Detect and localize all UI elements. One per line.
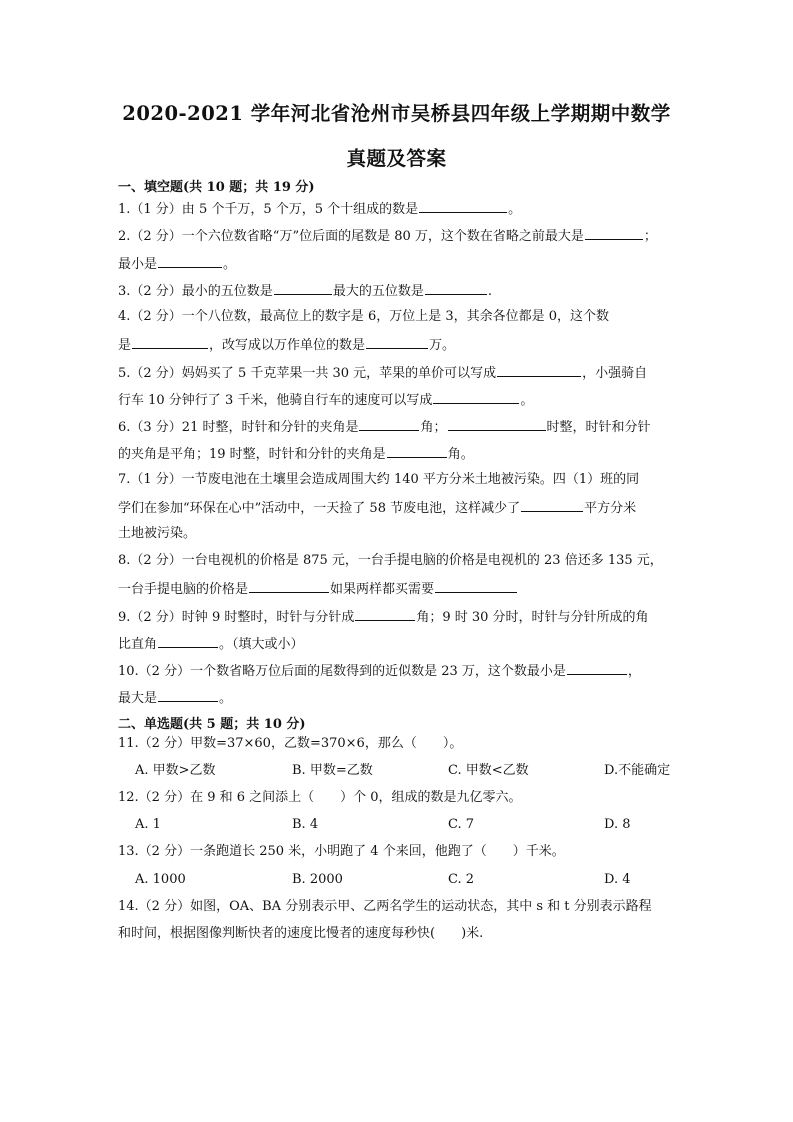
question-4 — [118, 309, 609, 324]
question-text: 角。 — [447, 447, 474, 462]
question-text: 比直角 — [118, 637, 158, 652]
answer-blank[interactable] — [425, 282, 487, 295]
question-text: . — [487, 284, 492, 299]
question-text: 时整，时针和分针 — [546, 420, 651, 435]
question-8-cont — [118, 580, 518, 597]
answer-blank[interactable] — [158, 255, 222, 268]
option-b[interactable]: B. 4 — [292, 817, 319, 832]
question-text: 8.（2 分）一台电视机的价格是 875 元，一台手提电脑的价格是电视机的 23 倍还多 135 元， — [118, 553, 663, 568]
question-text: 最大的五位数是 — [332, 284, 424, 299]
question-text: 角；9 时 30 分时，时针与分针所成的角 — [416, 610, 649, 625]
question-7 — [118, 472, 639, 487]
option-d[interactable]: D. 4 — [604, 872, 631, 887]
question-12: 12.（2 分）在 9 和 6 之间添上（ ）个 0，组成的数是九亿零六。 — [118, 790, 522, 805]
question-text: 。（填大或小） — [219, 637, 304, 652]
question-text: 一台手提电脑的价格是 — [118, 582, 249, 597]
question-text: 土地被污染。 — [118, 526, 197, 541]
question-text: 。 — [520, 393, 534, 408]
question-9-cont — [118, 635, 304, 652]
section-heading-single-choice: 二、单选题(共 5 题；共 10 分) — [118, 717, 306, 732]
question-text: 1.（1 分）由 5 个千万，5 个万，5 个十组成的数是 — [118, 202, 419, 217]
question-text: 是 — [118, 338, 132, 353]
question-text: 4.（2 分）一个八位数，最高位上的数字是 6，万位上是 3，其余各位都是 0，这个数 — [118, 309, 610, 324]
question-13: 13.（2 分）一条跑道长 250 米，小明跑了 4 个来回，他跑了（ ）千米。 — [118, 844, 565, 859]
question-4-cont — [118, 336, 455, 353]
question-7-cont2 — [118, 526, 196, 541]
option-c[interactable]: C. 甲数<乙数 — [448, 763, 529, 778]
answer-blank[interactable] — [387, 445, 447, 458]
answer-blank[interactable] — [585, 227, 643, 240]
question-14: 14.（2 分）如图，OA、BA 分别表示甲、乙两名学生的运动状态，其中 s 和 t 分别表示路程 — [118, 899, 652, 914]
question-7-cont — [118, 499, 636, 516]
question-text: 。 — [223, 257, 237, 272]
answer-blank[interactable] — [158, 635, 218, 648]
question-text: 5.（2 分）妈妈买了 5 千克苹果一共 30 元，苹果的单价可以写成 — [118, 366, 497, 381]
question-9 — [118, 608, 649, 625]
question-text: 行车 10 分钟行了 3 千米，他骑自行车的速度可以写成 — [118, 393, 433, 408]
option-d[interactable]: D. 8 — [604, 817, 631, 832]
answer-blank[interactable] — [419, 200, 507, 213]
page-subtitle: 真题及答案 — [346, 147, 447, 170]
answer-blank[interactable] — [521, 499, 583, 512]
question-text: 。 — [219, 691, 233, 706]
option-c[interactable]: C. 7 — [448, 817, 475, 832]
question-6 — [118, 418, 651, 435]
question-text: ，小强骑自 — [582, 366, 648, 381]
question-text: 2.（2 分）一个六位数省略“万”位后面的尾数是 80 万，这个数在省略之前最大是 — [118, 229, 584, 244]
answer-blank[interactable] — [132, 336, 208, 349]
question-text: ， — [627, 664, 641, 679]
question-10-cont — [118, 689, 232, 706]
answer-blank[interactable] — [355, 608, 415, 621]
page-title: 2020-2021 学年河北省沧州市吴桥县四年级上学期期中数学 — [122, 102, 671, 125]
question-text: 平方分米 — [584, 501, 637, 516]
question-1 — [118, 200, 521, 217]
question-8 — [118, 553, 663, 568]
question-text: ； — [643, 229, 657, 244]
answer-blank[interactable] — [435, 580, 517, 593]
question-text: 7.（1 分）一节废电池在土壤里会造成周围大约 140 平方分米土地被污染。四（1）班的同 — [118, 472, 640, 487]
question-text: 学们在参加“环保在心中”活动中，一天捡了 58 节废电池，这样减少了 — [118, 501, 521, 516]
answer-blank[interactable] — [448, 418, 546, 431]
question-text: 的夹角是平角；19 时整，时针和分针的夹角是 — [118, 447, 386, 462]
question-14-cont: 和时间，根据图像判断快者的速度比慢者的速度每秒快( )米. — [118, 926, 484, 941]
question-2 — [118, 227, 657, 244]
answer-blank[interactable] — [497, 364, 581, 377]
question-text: 最大是 — [118, 691, 158, 706]
question-11: 11.（2 分）甲数=37×60，乙数=370×6，那么（ ）。 — [118, 736, 463, 751]
answer-blank[interactable] — [274, 282, 332, 295]
option-c[interactable]: C. 2 — [448, 872, 475, 887]
option-b[interactable]: B. 2000 — [292, 872, 343, 887]
answer-blank[interactable] — [366, 336, 428, 349]
question-text: 3.（2 分）最小的五位数是 — [118, 284, 273, 299]
question-3 — [118, 282, 492, 299]
question-text: 9.（2 分）时钟 9 时整时，时针与分针成 — [118, 610, 355, 625]
question-text: 6.（3 分）21 时整，时针和分针的夹角是 — [118, 420, 359, 435]
section-heading-fill-blank: 一、填空题(共 10 题；共 19 分) — [118, 180, 315, 195]
question-5 — [118, 364, 647, 381]
answer-blank[interactable] — [567, 662, 627, 675]
question-text: 最小是 — [118, 257, 158, 272]
option-a[interactable]: A. 1 — [135, 817, 161, 832]
answer-blank[interactable] — [158, 689, 218, 702]
question-2-cont — [118, 255, 236, 272]
question-6-cont — [118, 445, 474, 462]
question-text: 10.（2 分）一个数省略万位后面的尾数得到的近似数是 23 万，这个数最小是 — [118, 664, 566, 679]
option-a[interactable]: A. 甲数>乙数 — [135, 763, 216, 778]
question-text: 万。 — [429, 338, 456, 353]
question-text: 。 — [508, 202, 522, 217]
option-d[interactable]: D.不能确定 — [604, 763, 671, 778]
question-5-cont — [118, 391, 533, 408]
option-b[interactable]: B. 甲数=乙数 — [292, 763, 373, 778]
question-text: 角； — [420, 420, 447, 435]
answer-blank[interactable] — [249, 580, 329, 593]
question-text: ，改写成以万作单位的数是 — [209, 338, 366, 353]
question-text: 如果两样都买需要 — [330, 582, 435, 597]
option-a[interactable]: A. 1000 — [135, 872, 186, 887]
answer-blank[interactable] — [433, 391, 519, 404]
question-10 — [118, 662, 641, 679]
answer-blank[interactable] — [359, 418, 419, 431]
